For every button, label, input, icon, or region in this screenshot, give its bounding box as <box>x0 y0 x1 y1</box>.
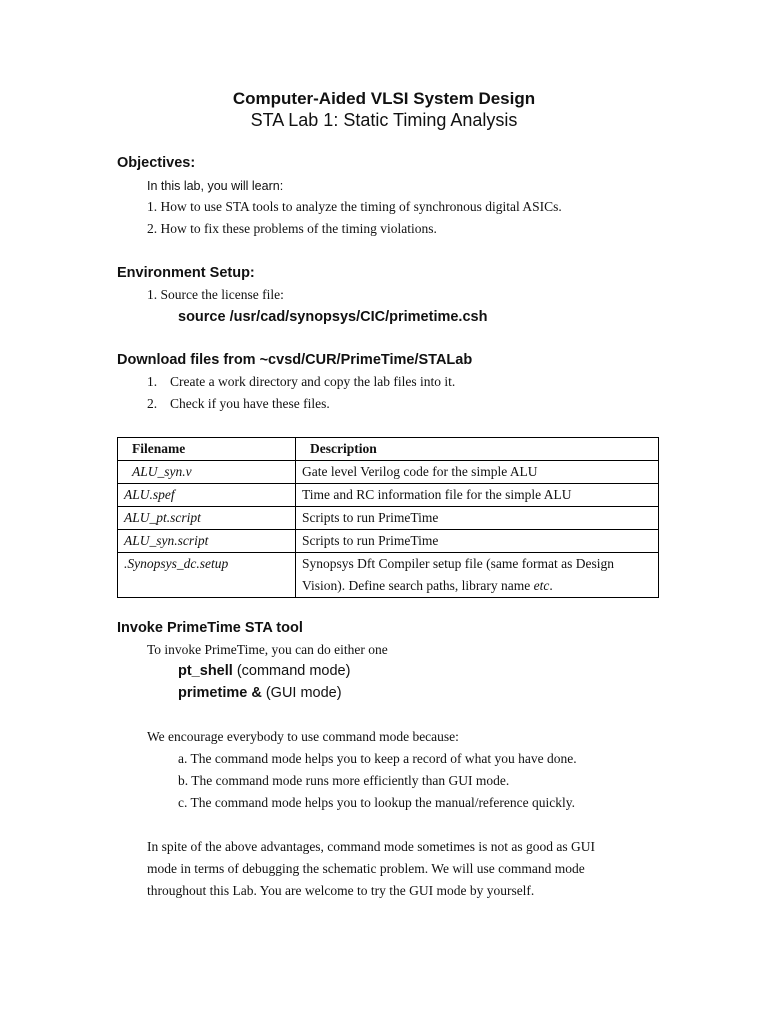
license-command: source /usr/cad/synopsys/CIC/primetime.csh <box>178 309 488 325</box>
description-cell: Scripts to run PrimeTime <box>296 507 659 530</box>
environment-heading: Environment Setup: <box>117 265 255 281</box>
table-header-description: Description <box>296 438 659 461</box>
page-title: Computer-Aided VLSI System Design <box>232 89 536 108</box>
encourage-text: We encourage everybody to use command mode because: <box>147 729 459 744</box>
invoke-intro: To invoke PrimeTime, you can do either one <box>147 642 388 657</box>
description-suffix: . <box>549 578 553 593</box>
objective-item: 2. How to fix these problems of the timing violations. <box>147 221 437 236</box>
description-cell: Scripts to run PrimeTime <box>296 530 659 553</box>
objective-item: 1. How to use STA tools to analyze the timing of synchronous digital ASICs. <box>147 199 562 214</box>
table-row <box>118 553 659 598</box>
description-line: Synopsys Dft Compiler setup file (same format as Design <box>302 556 614 571</box>
filename-cell: ALU_syn.v <box>118 461 296 484</box>
environment-step: 1. Source the license file: <box>147 287 284 302</box>
filename-cell: .Synopsys_dc.setup <box>118 553 296 598</box>
command-name: pt_shell <box>178 663 233 679</box>
reason-item: c. The command mode helps you to lookup the manual/reference quickly. <box>178 795 576 810</box>
download-step-number: 1. <box>147 374 158 389</box>
description-cell <box>296 553 659 598</box>
command-mode: (GUI mode) <box>261 685 342 701</box>
table-row <box>118 507 659 530</box>
reason-item: a. The command mode helps you to keep a record of what you have done. <box>178 751 577 766</box>
command-name: primetime & <box>178 685 262 701</box>
download-step-text: Check if you have these files. <box>170 396 330 411</box>
description-cell: Gate level Verilog code for the simple ALU <box>296 461 659 484</box>
description-line <box>302 575 652 597</box>
filename-cell: ALU_pt.script <box>118 507 296 530</box>
description-italic: etc <box>533 578 550 593</box>
table-row <box>118 530 659 553</box>
page-subtitle: STA Lab 1: Static Timing Analysis <box>250 110 518 130</box>
download-step-number: 2. <box>147 396 158 411</box>
download-step-text: Create a work directory and copy the lab files into it. <box>170 374 456 389</box>
command-line <box>178 685 342 701</box>
filename-cell: ALU_syn.script <box>118 530 296 553</box>
paragraph-line: throughout this Lab. You are welcome to try the GUI mode by yourself. <box>147 883 535 898</box>
description-cell: Time and RC information file for the simple ALU <box>296 484 659 507</box>
paragraph-line: mode in terms of debugging the schematic problem. We will use command mode <box>147 861 585 876</box>
download-heading: Download files from ~cvsd/CUR/PrimeTime/STALab <box>117 352 473 368</box>
reason-item: b. The command mode runs more efficiently than GUI mode. <box>178 773 510 788</box>
table-row <box>118 461 659 484</box>
file-table <box>117 437 659 598</box>
table-row <box>118 484 659 507</box>
filename-cell: ALU.spef <box>118 484 296 507</box>
table-header-row <box>118 438 659 461</box>
objectives-intro: In this lab, you will learn: <box>147 179 284 193</box>
objectives-heading: Objectives: <box>117 155 196 171</box>
command-mode: (command mode) <box>232 663 351 679</box>
description-text: Vision). Define search paths, library name <box>302 578 534 593</box>
command-line <box>178 663 350 679</box>
invoke-heading: Invoke PrimeTime STA tool <box>117 620 303 636</box>
paragraph-line: In spite of the above advantages, command mode sometimes is not as good as GUI <box>147 839 596 854</box>
table-header-filename: Filename <box>118 438 296 461</box>
